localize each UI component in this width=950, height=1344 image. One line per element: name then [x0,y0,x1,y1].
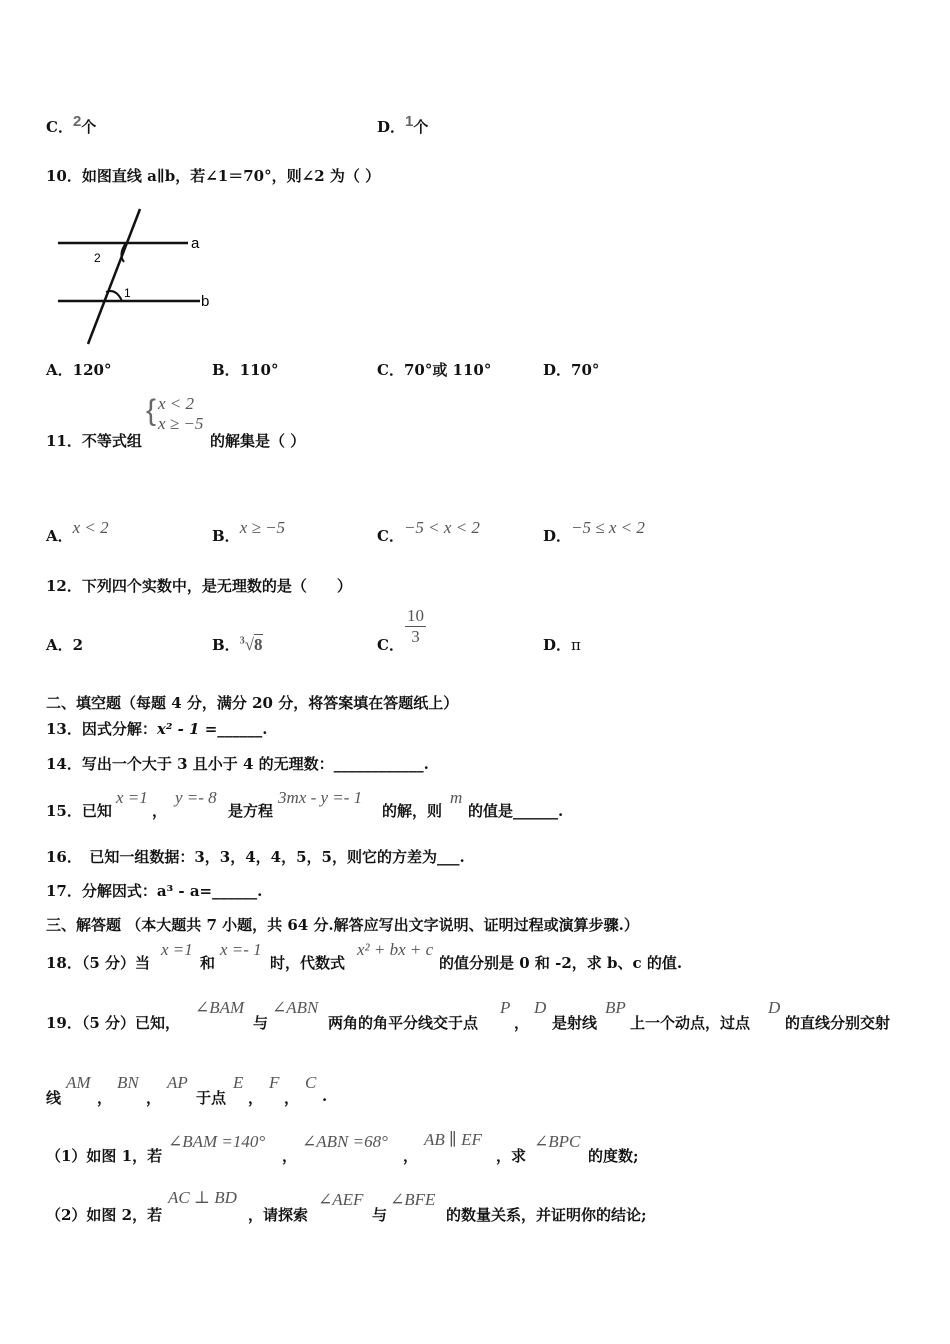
q19-dot: . [322,1087,328,1105]
q10-fig-label-2: 2 [94,251,101,265]
q19-point-c: C [305,1073,317,1092]
q19-mid: 两角的角平分线交于点 [328,1014,479,1032]
q9-option-c-value: 2 [72,113,82,130]
q10-option-d: D．70° [543,361,600,379]
q15-equation: 3mx - y =- 1 [278,788,363,807]
q12-option-c-label: C． [377,636,404,654]
q19-sep2: ， [146,1089,162,1107]
q11-inequality-system: { x < 2 x ≥ −5 [146,394,204,433]
q13-expression: x² - 1 = [156,720,218,738]
q14-end: . [423,755,429,773]
q11-option-a: x < 2 [72,518,109,537]
q15-end: 的值是______. [468,802,564,820]
q10-option-b: B．110° [212,361,279,379]
q11-option-c-label: C． [377,527,404,545]
q15-prefix: 15．已知 [46,802,112,820]
q18-prefix: 18．（5 分）当 [46,954,151,972]
q11-option-d-label: D． [543,527,572,545]
q18-mid: 时，代数式 [270,954,346,972]
q17-end: . [257,882,263,900]
q10-option-a: A．120° [46,361,112,379]
q19-ray-ap: AP [167,1073,188,1092]
q19-yudian: 于点 [196,1089,227,1107]
section3-title: 三、解答题 （本大题共 7 小题，共 64 分.解答应写出文字说明、证明过程或演算步骤.） [46,916,639,934]
q17-blank: ______ [212,882,258,900]
q18-end: 的值分别是 0 和 -2，求 b、c 的值. [439,954,683,972]
q19-part1-bpc: ∠BPC [534,1132,581,1151]
q17-expression: a³ - a= [156,882,213,900]
q19-mid2: 是射线 [552,1014,598,1032]
q11-option-b-label: B． [212,527,240,545]
q15-comma: ， [152,802,168,820]
q15-y: y =- 8 [175,788,217,807]
q9-option-d-unit: 个 [413,118,429,136]
q12-option-b-root: $^3$√8 [239,635,263,654]
q19-angle-abn: ∠ABN [272,998,319,1017]
q18-x2: x =- 1 [220,940,262,959]
q12-option-b-label: B． [212,636,240,654]
q19-part1-prefix: （1）如图 1，若 [46,1147,163,1165]
q16-text: 16． 已知一组数据：3，3，4，4，5，5，则它的方差为___. [46,848,465,866]
q15-mid2: 的解，则 [382,802,443,820]
q19-sep4: ， [284,1089,300,1107]
q11-option-c: −5 < x < 2 [403,518,480,537]
q13-end: . [262,720,268,738]
q19-line2-prefix: 线 [46,1089,62,1107]
q11-system-line-1: x < 2 [158,394,195,413]
q19-part1-sep2: ， [403,1147,419,1165]
q12-option-d-label: D． [543,636,572,654]
q19-part1-sep1: ， [282,1147,298,1165]
q12-option-a: A．2 [46,636,84,654]
q10-figure [50,204,220,350]
q14-text: 14．写出一个大于 3 且小于 4 的无理数： [46,755,334,773]
q19-prefix: 19．（5 分）已知， [46,1014,181,1032]
q19-part1-abn: ∠ABN =68° [302,1132,388,1151]
q19-part2-bfe: ∠BFE [390,1190,436,1209]
q12-fraction-denominator: 3 [411,627,420,646]
q12-fraction-numerator: 10 [407,606,424,625]
q15-x: x =1 [116,788,148,807]
q19-ray-bn: BN [117,1073,139,1092]
q10-fig-label-1: 1 [124,286,131,300]
q12-stem: 12．下列四个实数中，是无理数的是（ ） [46,577,352,595]
q18-expression: x² + bx + c [357,940,434,959]
q19-part1-end: 的度数; [588,1147,639,1165]
section2-title: 二、填空题（每题 4 分，满分 20 分，将答案填在答题纸上） [46,694,459,712]
q19-part2-perp: AC ⊥ BD [168,1188,237,1207]
q10-stem: 10．如图直线 a∥b，若∠1＝70°，则∠2 为（ ） [46,167,381,185]
q19-angle-bam: ∠BAM [195,998,245,1017]
q10-fig-label-a: a [191,235,200,252]
q19-yu: 与 [253,1014,269,1032]
q19-sep3: ， [248,1089,264,1107]
q11-option-d: −5 ≤ x < 2 [571,518,645,537]
q19-part2-yu: 与 [372,1206,388,1224]
q17-prefix: 17．分解因式： [46,882,157,900]
q18-and: 和 [200,954,216,972]
q9-option-c-unit: 个 [81,118,97,136]
q19-point-d2: D [768,998,781,1017]
q19-mid3: 上一个动点，过点 [630,1014,751,1032]
q14-blank: ____________ [333,755,424,773]
q19-part1-sep3: ，求 [496,1147,527,1165]
q19-ray-bp: BP [605,998,626,1017]
q11-prefix: 11．不等式组 [46,432,142,450]
q12-root-index: 3 [239,635,245,647]
q19-part2-end: 的数量关系，并证明你的结论; [446,1206,647,1224]
q13-blank: ______ [217,720,263,738]
q15-m: m [450,788,463,807]
q19-part2-mid: ，请探索 [248,1206,309,1224]
q11-system-line-2: x ≥ −5 [158,414,204,433]
q10-fig-label-b: b [201,293,210,310]
q13-prefix: 13．因式分解： [46,720,157,738]
q12-root-radicand: 8 [254,635,263,654]
q11-option-b: x ≥ −5 [239,518,286,537]
q19-end: 的直线分别交射 [785,1014,891,1032]
q19-point-d: D [534,998,547,1017]
q19-comma: ， [514,1014,530,1032]
q19-part1-bam: ∠BAM =140° [168,1132,266,1151]
q12-option-d: π [571,636,581,654]
q19-sep1: ， [97,1089,113,1107]
q18-x1: x =1 [161,940,193,959]
q11-option-a-label: A． [46,527,73,545]
q9-option-c-label: C． [46,118,73,136]
q15-mid: 是方程 [228,802,274,820]
q19-ray-am: AM [66,1073,91,1092]
q19-point-f: F [269,1073,280,1092]
q19-point-e: E [233,1073,244,1092]
q19-part2-aef: ∠AEF [318,1190,364,1209]
q19-part1-parallel: AB ∥ EF [424,1130,482,1149]
q12-option-c-fraction [405,606,426,647]
q11-suffix: 的解集是（ ） [210,432,306,450]
q19-part2-prefix: （2）如图 2，若 [46,1206,163,1224]
q10-option-c: C．70°或 110° [377,361,492,379]
q19-point-p: P [500,998,511,1017]
q9-option-d-label: D． [377,118,406,136]
q9-option-d-value: 1 [405,113,414,130]
